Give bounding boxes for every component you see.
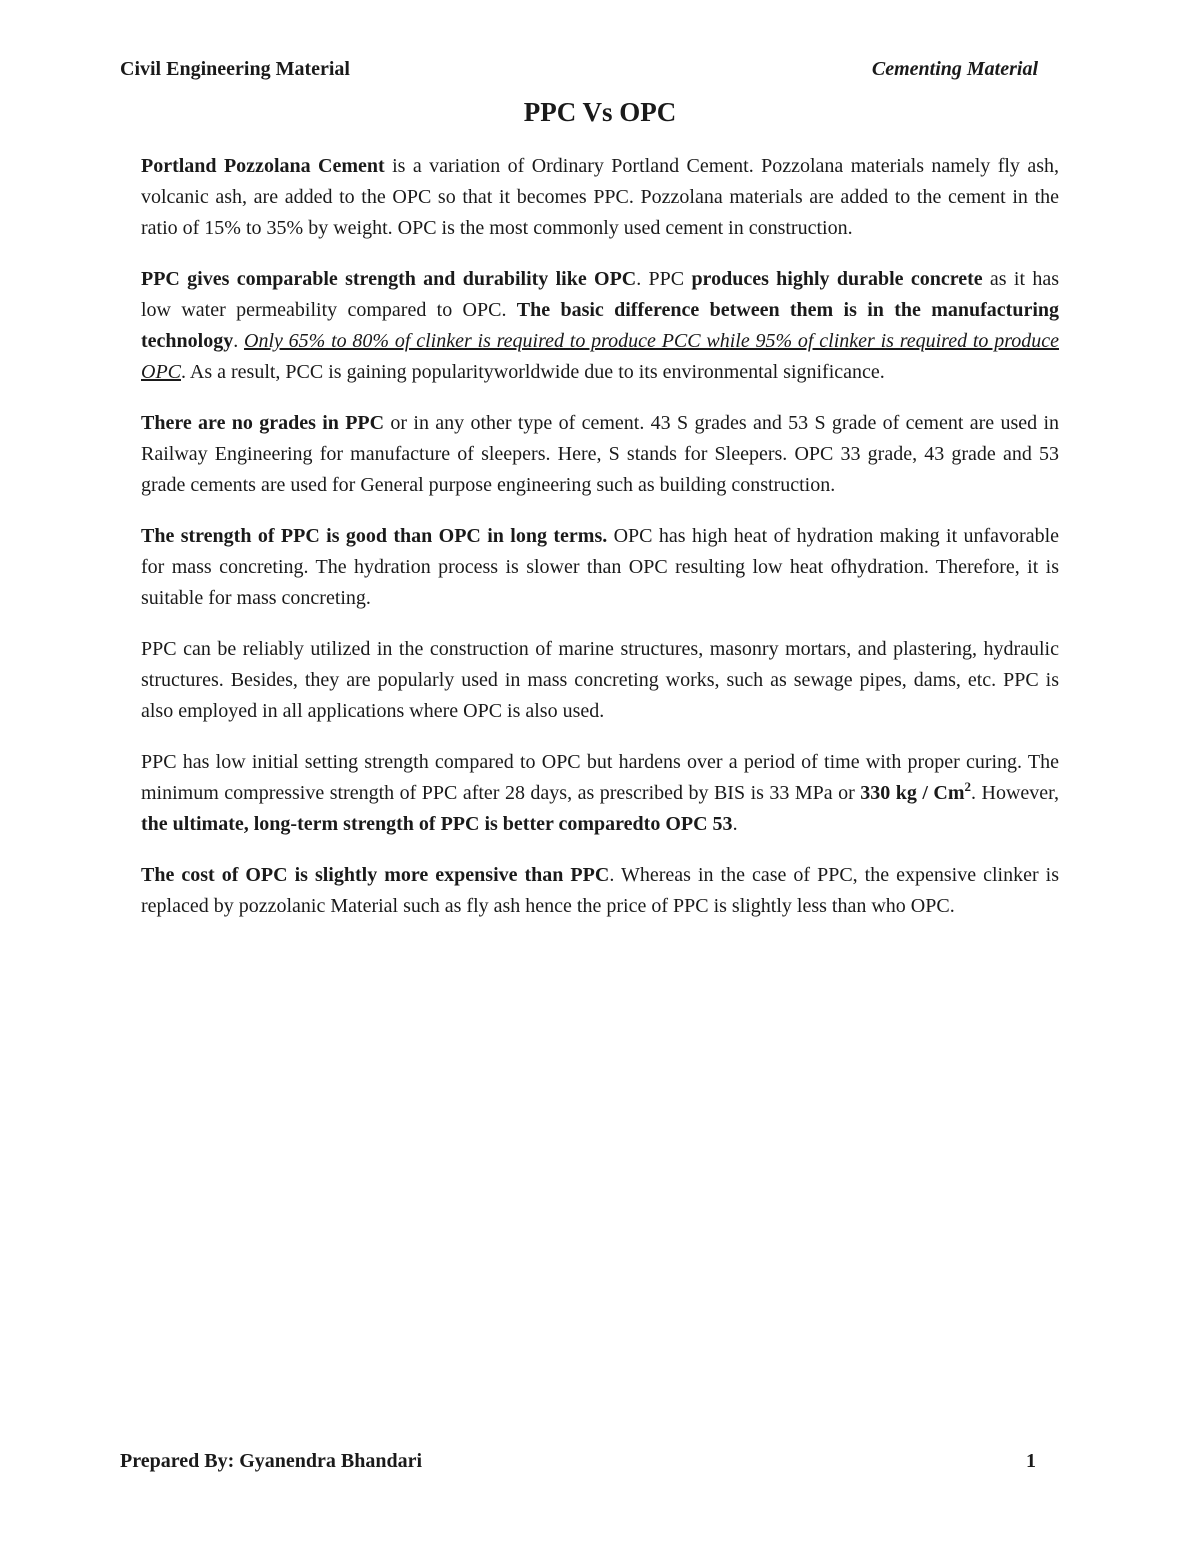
- paragraph-text: is a variation of Ordinary Portland Cement. Pozzolana materials namely fly ash, volcanic ash, are added to the OPC so that it becomes PPC. Pozzolana materials are added to the cement in the ratio of 15% to 35% by weight. OPC is the most commonly used cement in construction.: [141, 155, 1059, 239]
- paragraph-bold-text: The strength of PPC is good than OPC in long terms.: [141, 525, 608, 547]
- paragraph-bold-text: produces highly durable concrete: [691, 268, 983, 290]
- paragraph-text: or in any other type of cement. 43 S grades and 53 S grade of cement are used in Railway Engineering for manufacture of sleepers. Here, S stands for Sleepers. OPC 33 grade, 43 grade and 53 grade cements are used for General purpose engineering such as building construction.: [141, 412, 1059, 496]
- page-number: 1: [1026, 1450, 1036, 1472]
- page-title: PPC Vs OPC: [523, 97, 677, 127]
- paragraph-text: . As a result, PCC is gaining popularityworldwide due to its environmental significance.: [181, 361, 885, 383]
- paragraph-strength-durability: [141, 264, 1059, 388]
- paragraph-emphasis-text: Only 65% to 80% of clinker is required to produce PCC while 95% of clinker is required to produce OPC: [141, 330, 1059, 383]
- header-chapter-title: Cementing Material: [871, 58, 1038, 80]
- paragraph-bold-text: PPC gives comparable strength and durability like OPC: [141, 268, 637, 290]
- paragraph-text: . However,: [971, 782, 1059, 804]
- header-course-title: Civil Engineering Material: [120, 58, 350, 80]
- paragraph-text: . Whereas in the case of PPC, the expensive clinker is replaced by pozzolanic Material such as fly ash hence the price of PPC is slightly less than who OPC.: [141, 864, 1060, 917]
- paragraph-bold-text: 330 kg / Cm: [860, 782, 965, 804]
- paragraph-cost: [141, 860, 1059, 922]
- document-body: [141, 151, 1059, 942]
- paragraph-text: as it has low water permeability compared to OPC.: [141, 268, 1059, 321]
- paragraph-compressive-strength: [141, 747, 1059, 840]
- paragraph-bold-text: The cost of OPC is slightly more expensive than PPC: [141, 864, 610, 886]
- paragraph-bold-text: Portland Pozzolana Cement: [141, 155, 385, 177]
- paragraph-intro: [141, 151, 1059, 244]
- paragraph-long-term-strength: [141, 521, 1059, 614]
- paragraph-bold-text: The basic difference between them is in the manufacturing technology: [141, 299, 1059, 352]
- paragraph-text: .: [233, 330, 244, 352]
- paragraph-grades: [141, 408, 1059, 501]
- superscript-exponent: 2: [964, 779, 972, 794]
- paragraph-bold-text: the ultimate, long-term strength of PPC is better comparedto OPC 53: [141, 813, 733, 835]
- paragraph-bold-text: There are no grades in PPC: [141, 412, 385, 434]
- footer-author: Prepared By: Gyanendra Bhandari: [120, 1450, 423, 1472]
- paragraph-text: . PPC: [636, 268, 692, 290]
- paragraph-applications: [141, 634, 1059, 727]
- paragraph-text: .: [732, 813, 738, 835]
- paragraph-text: OPC has high heat of hydration making it unfavorable for mass concreting. The hydration process is slower than OPC resulting low heat ofhydration. Therefore, it is suitable for mass concreting.: [141, 525, 1060, 609]
- paragraph-text: PPC has low initial setting strength compared to OPC but hardens over a period of time with proper curing. The minimum compressive strength of PPC after 28 days, as prescribed by BIS is 33 MPa or: [141, 751, 1059, 804]
- paragraph-text: PPC can be reliably utilized in the construction of marine structures, masonry mortars, and plastering, hydraulic structures. Besides, they are popularly used in mass concreting works, such as sewage pipes, dams, etc. PPC is also employed in all applications where OPC is also used.: [141, 638, 1059, 722]
